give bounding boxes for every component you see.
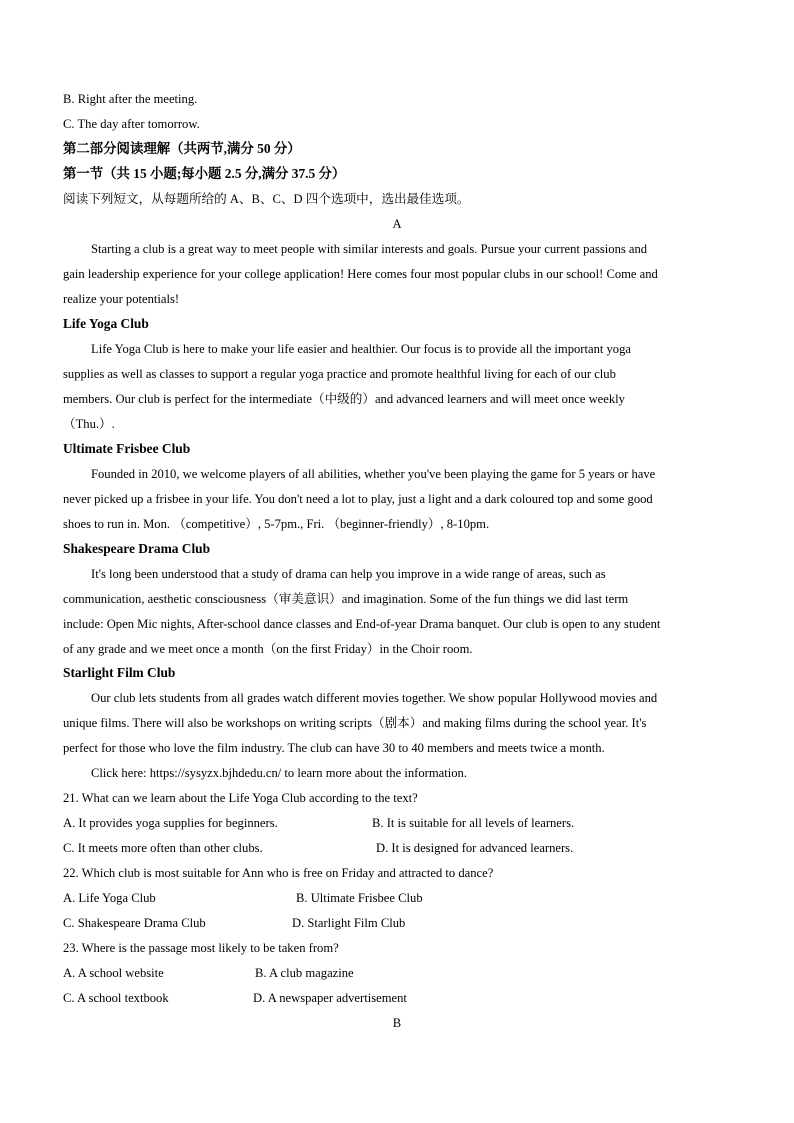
question-23-stem: 23. Where is the passage most likely to be taken from?: [63, 941, 339, 955]
film-line: Our club lets students from all grades watch different movies together. We show popular Hollywood movies and: [91, 691, 658, 705]
instruction: 阅读下列短文，从每题所给的 A、B、C、D 四个选项中，选出最佳选项。: [63, 192, 470, 206]
question-21-stem: 21. What can we learn about the Life Yoga Club according to the text?: [63, 791, 418, 805]
club-title-yoga: Life Yoga Club: [63, 316, 149, 331]
q20-option-b: B. Right after the meeting.: [63, 92, 198, 106]
q22-option-b: B. Ultimate Frisbee Club: [296, 891, 423, 905]
drama-line: of any grade and we meet once a month（on the first Friday）in the Choir room.: [63, 642, 473, 656]
yoga-line: Life Yoga Club is here to make your life easier and healthier. Our focus is to provide all the important yoga: [91, 342, 631, 356]
frisbee-line: shoes to run in. Mon. （competitive）, 5-7pm., Fri. （beginner-friendly）, 8-10pm.: [63, 517, 490, 531]
drama-line: communication, aesthetic consciousness（审美意识）and imagination. Some of the fun things we did last term: [63, 592, 629, 606]
q22-option-c: C. Shakespeare Drama Club: [63, 916, 206, 930]
q20-option-c: C. The day after tomorrow.: [63, 117, 200, 131]
intro-line: realize your potentials!: [63, 292, 180, 306]
intro-line: gain leadership experience for your college application! Here comes four most popular clubs in our school! Come and: [63, 267, 658, 281]
frisbee-line: Founded in 2010, we welcome players of all abilities, whether you've been playing the game for 5 years or have: [91, 467, 656, 481]
q21-option-a: A. It provides yoga supplies for beginners.: [63, 816, 278, 830]
part2-heading: 第二部分阅读理解（共两节,满分 50 分）: [63, 141, 301, 156]
drama-line: include: Open Mic nights, After-school dance classes and End-of-year Drama banquet. Our club is open to any student: [63, 617, 661, 631]
q23-option-d: D. A newspaper advertisement: [253, 991, 407, 1005]
intro-line: Starting a club is a great way to meet people with similar interests and goals. Pursue your current passions and: [91, 242, 648, 256]
yoga-line: supplies as well as classes to support a regular yoga practice and promote healthful living for each of our club: [63, 367, 616, 381]
q23-option-b: B. A club magazine: [255, 966, 354, 980]
club-title-film: Starlight Film Club: [63, 665, 176, 680]
film-line: perfect for those who love the film industry. The club can have 30 to 40 members and meets twice a month.: [63, 741, 605, 755]
club-title-frisbee: Ultimate Frisbee Club: [63, 441, 191, 456]
frisbee-line: never picked up a frisbee in your life. You don't need a lot to play, just a light and a dark coloured top and some good: [63, 492, 653, 506]
club-title-drama: Shakespeare Drama Club: [63, 541, 211, 556]
q23-option-c: C. A school textbook: [63, 991, 169, 1005]
passage-a-letter: A: [392, 217, 402, 231]
q21-option-b: B. It is suitable for all levels of learners.: [372, 816, 575, 830]
section1-heading: 第一节（共 15 小题;每小题 2.5 分,满分 37.5 分）: [63, 166, 346, 181]
passage-b-letter: B: [392, 1016, 402, 1030]
question-22-stem: 22. Which club is most suitable for Ann who is free on Friday and attracted to dance?: [63, 866, 494, 880]
q21-option-c: C. It meets more often than other clubs.: [63, 841, 263, 855]
q21-option-d: D. It is designed for advanced learners.: [376, 841, 574, 855]
q22-option-a: A. Life Yoga Club: [63, 891, 156, 905]
q22-option-d: D. Starlight Film Club: [292, 916, 406, 930]
q23-option-a: A. A school website: [63, 966, 164, 980]
film-line: unique films. There will also be workshops on writing scripts（剧本）and making films during the school year. It's: [63, 716, 647, 730]
yoga-line: （Thu.）.: [63, 417, 115, 431]
film-link-line: Click here: https://sysyzx.bjhdedu.cn/ to learn more about the information.: [91, 766, 467, 780]
yoga-line: members. Our club is perfect for the intermediate（中级的）and advanced learners and will meet once weekly: [63, 392, 625, 406]
drama-line: It's long been understood that a study of drama can help you improve in a wide range of areas, such as: [91, 567, 606, 581]
